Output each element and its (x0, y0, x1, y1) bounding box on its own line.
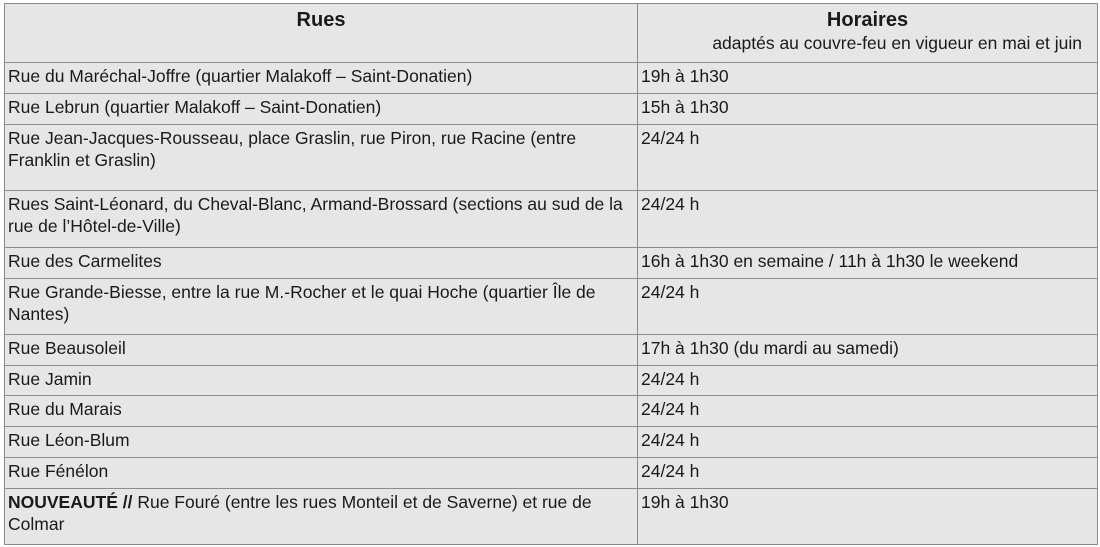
street-cell: Rue Jean-Jacques-Rousseau, place Graslin, rue Piron, rue Racine (entre Franklin et Graslin) (5, 124, 638, 191)
table-row (5, 334, 1098, 365)
header-streets-label: Rues (296, 9, 346, 31)
schedule-table-container (4, 3, 1097, 545)
street-cell (5, 488, 638, 544)
street-cell: Rue Fénélon (5, 457, 638, 488)
hours-cell: 24/24 h (638, 124, 1098, 191)
street-cell: Rues Saint-Léonard, du Cheval-Blanc, Armand-Brossard (sections au sud de la rue de l’Hôtel-de-Ville) (5, 191, 638, 247)
table-row (5, 488, 1098, 544)
hours-cell: 16h à 1h30 en semaine / 11h à 1h30 le weekend (638, 247, 1098, 278)
street-cell: Rue Grande-Biesse, entre la rue M.-Rocher et le quai Hoche (quartier Île de Nantes) (5, 278, 638, 334)
street-cell: Rue Léon-Blum (5, 427, 638, 458)
header-streets (5, 4, 638, 63)
table-row (5, 427, 1098, 458)
street-cell: Rue Beausoleil (5, 334, 638, 365)
table-row (5, 457, 1098, 488)
schedule-table (4, 3, 1098, 545)
table-header-row (5, 4, 1098, 63)
street-cell: Rue Lebrun (quartier Malakoff – Saint-Donatien) (5, 94, 638, 125)
street-cell: Rue du Marais (5, 396, 638, 427)
table-row (5, 365, 1098, 396)
hours-cell: 24/24 h (638, 457, 1098, 488)
table-row (5, 94, 1098, 125)
hours-cell: 17h à 1h30 (du mardi au samedi) (638, 334, 1098, 365)
hours-cell: 24/24 h (638, 396, 1098, 427)
header-hours-subtitle: adaptés au couvre-feu en vigueur en mai et juin (712, 33, 1082, 53)
table-row (5, 278, 1098, 334)
header-hours-label: Horaires (826, 9, 909, 31)
table-row (5, 124, 1098, 191)
street-cell: Rue des Carmelites (5, 247, 638, 278)
hours-cell: 19h à 1h30 (638, 488, 1098, 544)
table-row (5, 396, 1098, 427)
hours-cell: 19h à 1h30 (638, 63, 1098, 94)
street-cell: Rue Jamin (5, 365, 638, 396)
hours-cell: 24/24 h (638, 191, 1098, 247)
table-row (5, 247, 1098, 278)
street-text: Rue Fouré (entre les rues Monteil et de Saverne) et rue de Colmar (8, 491, 592, 534)
hours-cell: 15h à 1h30 (638, 94, 1098, 125)
hours-cell: 24/24 h (638, 365, 1098, 396)
header-hours (638, 4, 1098, 63)
hours-cell: 24/24 h (638, 427, 1098, 458)
street-cell: Rue du Maréchal-Joffre (quartier Malakoff – Saint-Donatien) (5, 63, 638, 94)
hours-cell: 24/24 h (638, 278, 1098, 334)
new-badge: NOUVEAUTÉ // (8, 491, 133, 512)
table-row (5, 63, 1098, 94)
table-row (5, 191, 1098, 247)
